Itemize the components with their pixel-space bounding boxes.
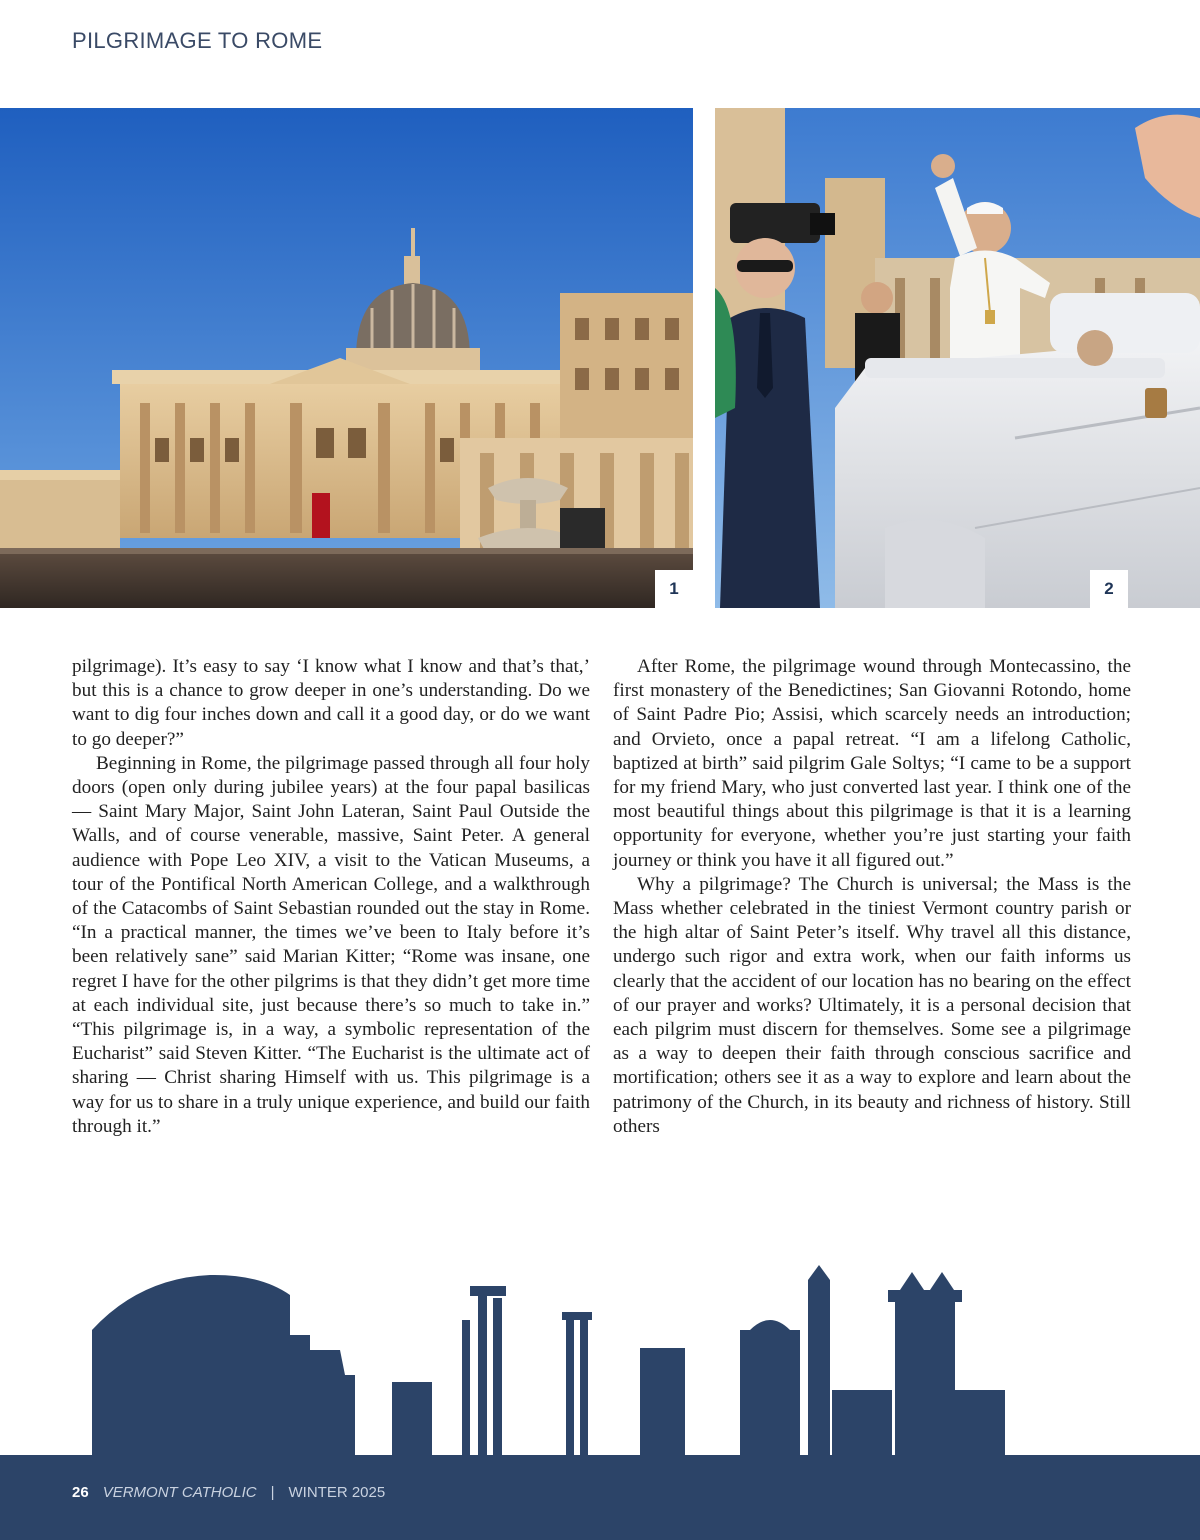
photo-st-peters-basilica — [0, 108, 693, 608]
page-footer — [72, 1484, 385, 1501]
article-column-left — [72, 655, 590, 1139]
photo-pope-popemobile — [715, 108, 1200, 608]
article-paragraph: pilgrimage). It’s easy to say ‘I know what I know and that’s that,’ but this is a chance to grow deeper in one’s understanding. Do we want to dig four inches down and call it a good day, or do we want to go deeper?” — [72, 656, 590, 750]
section-label: PILGRIMAGE TO ROME — [72, 28, 323, 53]
popemobile-illustration — [715, 108, 1200, 608]
photo-number-badge: 2 — [1090, 570, 1128, 608]
article-paragraph: After Rome, the pilgrimage wound through Montecassino, the first monastery of the Benedictines; San Giovanni Rotondo, home of Saint Padre Pio; Assisi, which scarcely needs an introduction; and Orvieto, once a papal retreat. “I am a lifelong Catholic, baptized at birth” said pilgrim Gale Soltys; “I came to be a support for my friend Mary, who just converted last year. I think one of the most beautiful things about this pilgrimage is that it is a learning opportunity for everyone, whether you’re just starting your faith journey or think you have it all figured out.” — [613, 656, 1131, 871]
article-column-right — [613, 655, 1131, 1139]
footer-separator: | — [270, 1484, 275, 1501]
article-paragraph: Beginning in Rome, the pilgrimage passed through all four holy doors (open only during jubilee years) at the four papal basilicas — Saint Mary Major, Saint John Lateran, Saint Paul Outside the Walls, and of course venerable, massive, Saint Peter. A general audience with Pope Leo XIV, a visit to the Vatican Museums, a tour of the Pontifical North American College, and a walkthrough of the Catacombs of Saint Sebastian rounded out the stay in Rome. “In a practical manner, the times we’ve been to Italy before it’s been relatively sane” said Marian Kitter; “Rome was insane, one regret I have for the other pilgrims is that they didn’t get more time at each individual site, just because there’s so much to take in.” “This pilgrimage is, in a way, a symbolic representation of the Eucharist” said Steven Kitter. “The Eucharist is the ultimate act of sharing — Christ sharing Himself with us. This pilgrimage is a way for us to share in a truly unique experience, and build our faith through it.” — [72, 752, 590, 1137]
publication-name: VERMONT CATHOLIC — [102, 1484, 257, 1501]
article-paragraph: Why a pilgrimage? The Church is universal; the Mass is the Mass whether celebrated in the tiniest Vermont country parish or the high altar of Saint Peter’s itself. Why travel all this distance, undergo such rigor and extra work, when our faith informs us clearly that the accident of our location has no bearing on the effect of our prayer and works? Ultimately, it is a personal decision that each pilgrim must discern for themselves. Some see a pilgrimage as a way to deepen their faith through conscious sacrifice and mortification; others see it as a way to explore and learn about the patrimony of the Church, in its beauty and richness of history. Still others — [613, 873, 1131, 1137]
photo-number-badge: 1 — [655, 570, 693, 608]
basilica-illustration — [0, 108, 693, 608]
page-number: 26 — [72, 1484, 89, 1501]
issue-label: WINTER 2025 — [288, 1484, 386, 1501]
